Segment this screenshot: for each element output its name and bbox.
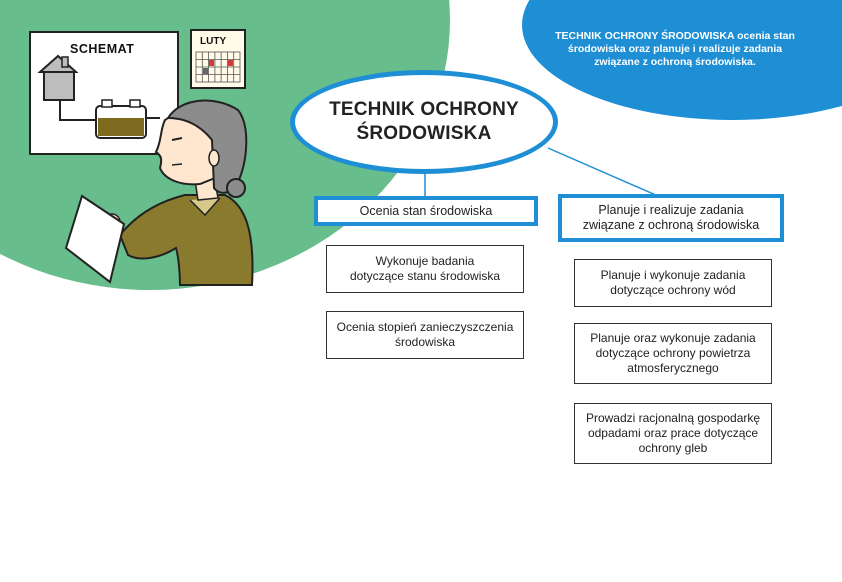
branch-label: Planuje i realizuje zadania związane z ochroną środowiska <box>582 203 760 232</box>
list-item-text: Planuje oraz wykonuje zadania dotyczące ochrony powietrza atmosferycznego <box>590 331 756 375</box>
list-item <box>326 311 524 359</box>
list-item-text: Planuje i wykonuje zadania dotyczące ochrony wód <box>600 268 746 297</box>
list-item <box>574 259 772 307</box>
list-item <box>574 323 772 384</box>
poster-title: SCHEMAT <box>70 42 135 56</box>
branch-label: Ocenia stan środowiska <box>359 203 493 218</box>
central-topic <box>290 70 558 174</box>
list-item-text: Ocenia stopień zanieczyszczenia środowiska <box>336 320 514 349</box>
central-title: TECHNIK OCHRONY ŚRODOWISKA <box>329 99 519 144</box>
intro-bold: TECHNIK OCHRONY ŚRODOWISKA <box>555 30 735 42</box>
intro-rest: ocenia stan środowiska oraz planuje i realizuje zadania związane z ochroną środowiska. <box>567 30 795 68</box>
branch-assess-environment <box>314 196 538 226</box>
branch-plan-tasks <box>558 194 784 242</box>
connector-line-right <box>548 148 658 196</box>
list-item-text: Wykonuje badania dotyczące stanu środowiska <box>349 254 501 283</box>
list-item <box>326 245 524 293</box>
calendar-title: LUTY <box>200 36 227 47</box>
list-item-text: Prowadzi racjonalną gospodarkę odpadami oraz prace dotyczące ochrony gleb <box>585 411 761 455</box>
list-item <box>574 403 772 464</box>
